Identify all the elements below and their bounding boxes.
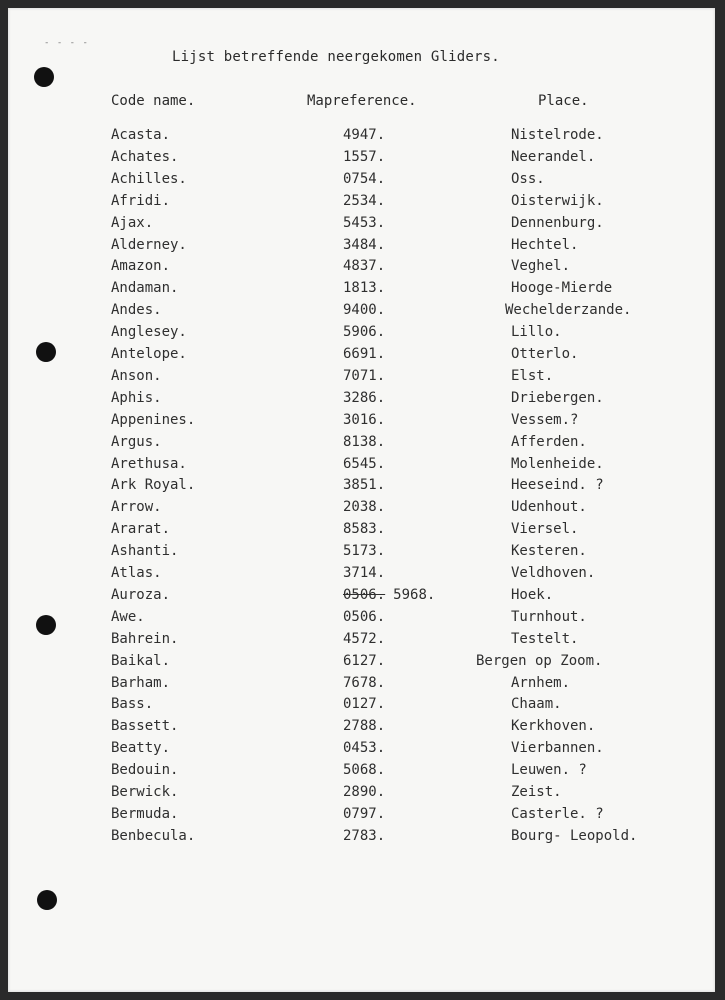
place-cell: Kesteren. bbox=[511, 543, 587, 560]
place-cell: Veldhoven. bbox=[511, 565, 596, 581]
place-cell: Dennenburg. bbox=[511, 214, 604, 231]
table-row bbox=[0, 149, 725, 171]
code-name-cell: Ararat. bbox=[111, 521, 171, 538]
code-name-cell: Anglesey. bbox=[111, 324, 187, 341]
mapreference-cell bbox=[343, 171, 385, 187]
code-name-cell: Acasta. bbox=[111, 127, 171, 143]
mapreference-value: 3016. bbox=[343, 411, 386, 428]
place-cell: Hooge-Mierde bbox=[511, 280, 613, 297]
table-row bbox=[0, 718, 725, 740]
code-name-cell: Arethusa. bbox=[111, 455, 187, 472]
table-row bbox=[0, 543, 725, 565]
place-cell: Hoek. bbox=[511, 586, 554, 603]
place-cell: Driebergen. bbox=[511, 389, 604, 406]
code-name-cell: Bassett. bbox=[111, 718, 179, 735]
table-row bbox=[0, 434, 725, 456]
code-name-cell: Alderney. bbox=[111, 236, 187, 253]
table-row bbox=[0, 412, 725, 434]
mapreference-value: 7678. bbox=[343, 674, 386, 691]
place-cell: Zeist. bbox=[511, 784, 562, 800]
place-cell: Bourg- Leopold. bbox=[511, 827, 638, 844]
code-name-cell: Bedouin. bbox=[111, 762, 179, 779]
code-name-cell: Awe. bbox=[111, 608, 145, 625]
mapreference-value: 6127. bbox=[343, 652, 386, 669]
mapreference-cell bbox=[343, 499, 385, 515]
mapreference-value: 5173. bbox=[343, 543, 386, 560]
mapreference-cell bbox=[343, 762, 385, 778]
mapreference-value: 1813. bbox=[343, 280, 386, 297]
place-cell: Leuwen. ? bbox=[511, 762, 587, 779]
mapreference-value: 3714. bbox=[343, 565, 386, 581]
code-name-cell: Aphis. bbox=[111, 389, 162, 406]
table-row bbox=[0, 193, 725, 215]
table-row bbox=[0, 127, 725, 149]
mapreference-cell bbox=[343, 521, 385, 537]
table-row bbox=[0, 828, 725, 850]
mapreference-value: 4837. bbox=[343, 258, 386, 275]
mapreference-cell bbox=[343, 696, 385, 712]
mapreference-cell bbox=[343, 631, 385, 647]
mapreference-cell bbox=[343, 237, 385, 253]
mapreference-value: 2788. bbox=[343, 718, 386, 735]
place-cell: Otterlo. bbox=[511, 346, 579, 362]
table-row bbox=[0, 302, 725, 324]
place-cell: Viersel. bbox=[511, 521, 579, 538]
mapreference-value: 9400. bbox=[343, 302, 386, 319]
place-cell: Wechelderzande. bbox=[505, 302, 632, 319]
mapreference-value: 3286. bbox=[343, 389, 386, 406]
mapreference-cell bbox=[343, 675, 385, 691]
place-cell: Udenhout. bbox=[511, 499, 587, 516]
code-name-cell: Ark Royal. bbox=[111, 477, 196, 494]
code-name-cell: Berwick. bbox=[111, 784, 179, 800]
table-row bbox=[0, 346, 725, 368]
code-name-cell: Anson. bbox=[111, 367, 162, 384]
mapreference-cell bbox=[343, 543, 385, 559]
mapreference-cell bbox=[343, 127, 385, 143]
mapreference-value: 0506. bbox=[343, 608, 386, 625]
mapreference-cell bbox=[343, 390, 385, 406]
code-name-cell: Auroza. bbox=[111, 586, 171, 603]
place-cell: Chaam. bbox=[511, 696, 562, 713]
table-row bbox=[0, 675, 725, 697]
place-cell: Heeseind. ? bbox=[511, 477, 604, 494]
place-cell: Vierbannen. bbox=[511, 740, 604, 757]
punch-hole-bottom bbox=[37, 890, 57, 910]
mapreference-value: 4947. bbox=[343, 127, 386, 143]
place-cell: Molenheide. bbox=[511, 455, 604, 472]
mapreference-value: 5453. bbox=[343, 214, 386, 231]
code-name-cell: Argus. bbox=[111, 433, 162, 450]
mapreference-cell bbox=[343, 565, 385, 581]
table-row bbox=[0, 740, 725, 762]
punch-hole-top bbox=[34, 67, 54, 87]
mapreference-value: 2038. bbox=[343, 499, 386, 516]
table-row bbox=[0, 784, 725, 806]
table-row bbox=[0, 806, 725, 828]
code-name-cell: Ajax. bbox=[111, 214, 154, 231]
mapreference-cell bbox=[343, 587, 435, 603]
mapreference-cell bbox=[343, 806, 385, 822]
mapreference-value: 5068. bbox=[343, 762, 386, 779]
mapreference-cell bbox=[343, 828, 385, 844]
code-name-cell: Antelope. bbox=[111, 346, 187, 362]
table-row bbox=[0, 631, 725, 653]
mapreference-cell bbox=[343, 740, 385, 756]
mapreference-value: 0754. bbox=[343, 170, 386, 187]
mapreference-cell bbox=[343, 346, 385, 362]
table-row bbox=[0, 565, 725, 587]
code-name-cell: Andaman. bbox=[111, 280, 179, 297]
place-cell: Veghel. bbox=[511, 258, 571, 275]
code-name-cell: Atlas. bbox=[111, 565, 162, 581]
table-row bbox=[0, 324, 725, 346]
mapreference-value: 1557. bbox=[343, 148, 386, 165]
mapreference-value: 6545. bbox=[343, 455, 386, 472]
mapreference-cell bbox=[343, 784, 385, 800]
table-row bbox=[0, 390, 725, 412]
table-row bbox=[0, 368, 725, 390]
table-row bbox=[0, 171, 725, 193]
place-cell: Neerandel. bbox=[511, 148, 596, 165]
place-cell: Hechtel. bbox=[511, 236, 579, 253]
mapreference-value: 2783. bbox=[343, 827, 386, 844]
place-cell: Testelt. bbox=[511, 630, 579, 647]
table-row bbox=[0, 237, 725, 259]
place-cell: Casterle. ? bbox=[511, 805, 604, 822]
mapreference-cell bbox=[343, 456, 385, 472]
place-cell: Lillo. bbox=[511, 324, 562, 341]
mapreference-value: 8138. bbox=[343, 433, 386, 450]
document-title: Lijst betreffende neergekomen Gliders. bbox=[172, 49, 500, 65]
mapreference-value: 5906. bbox=[343, 324, 386, 341]
mapreference-value: 2890. bbox=[343, 784, 386, 800]
table-row bbox=[0, 215, 725, 237]
table-row bbox=[0, 762, 725, 784]
code-name-cell: Ashanti. bbox=[111, 543, 179, 560]
mapreference-value: 0797. bbox=[343, 805, 386, 822]
mapreference-value: 3484. bbox=[343, 236, 386, 253]
place-cell: Bergen op Zoom. bbox=[476, 652, 603, 669]
table-row bbox=[0, 587, 725, 609]
mapreference-cell bbox=[343, 412, 385, 428]
mapreference-value: 0127. bbox=[343, 696, 386, 713]
mapreference-value: 4572. bbox=[343, 630, 386, 647]
code-name-cell: Achilles. bbox=[111, 170, 187, 187]
code-name-cell: Amazon. bbox=[111, 258, 171, 275]
mapreference-value: 6691. bbox=[343, 346, 386, 362]
place-cell: Turnhout. bbox=[511, 608, 587, 625]
mapreference-cell bbox=[343, 193, 385, 209]
place-cell: Arnhem. bbox=[511, 674, 571, 691]
mapreference-correction: 5968. bbox=[393, 586, 436, 603]
table-row bbox=[0, 521, 725, 543]
mapreference-value: 3851. bbox=[343, 477, 386, 494]
place-cell: Kerkhoven. bbox=[511, 718, 596, 735]
code-name-cell: Arrow. bbox=[111, 499, 162, 516]
mapreference-cell bbox=[343, 215, 385, 231]
place-cell: Vessem.? bbox=[511, 411, 579, 428]
corner-mark: - - - - bbox=[44, 38, 89, 48]
mapreference-cell bbox=[343, 477, 385, 493]
table-row bbox=[0, 477, 725, 499]
header-place: Place. bbox=[538, 93, 589, 109]
mapreference-cell bbox=[343, 280, 385, 296]
code-name-cell: Afridi. bbox=[111, 192, 171, 209]
header-code-name: Code name. bbox=[111, 93, 196, 109]
table-row bbox=[0, 499, 725, 521]
mapreference-cell bbox=[343, 302, 385, 318]
place-cell: Oisterwijk. bbox=[511, 192, 604, 209]
mapreference-value: 2534. bbox=[343, 192, 386, 209]
code-name-cell: Barham. bbox=[111, 674, 171, 691]
place-cell: Oss. bbox=[511, 170, 545, 187]
mapreference-value: 7071. bbox=[343, 367, 386, 384]
mapreference-cell bbox=[343, 609, 385, 625]
code-name-cell: Achates. bbox=[111, 148, 179, 165]
table-row bbox=[0, 280, 725, 302]
place-cell: Afferden. bbox=[511, 433, 587, 450]
mapreference-value: 0453. bbox=[343, 740, 386, 757]
mapreference-cell bbox=[343, 434, 385, 450]
code-name-cell: Andes. bbox=[111, 302, 162, 319]
place-cell: Nistelrode. bbox=[511, 127, 604, 143]
mapreference-cell bbox=[343, 718, 385, 734]
mapreference-cell bbox=[343, 258, 385, 274]
mapreference-value: 0506. bbox=[343, 586, 386, 603]
table-row bbox=[0, 653, 725, 675]
table-row bbox=[0, 456, 725, 478]
code-name-cell: Bass. bbox=[111, 696, 154, 713]
table-row bbox=[0, 258, 725, 280]
place-cell: Elst. bbox=[511, 367, 554, 384]
mapreference-cell bbox=[343, 653, 385, 669]
header-mapreference: Mapreference. bbox=[307, 93, 417, 109]
table-row bbox=[0, 609, 725, 631]
mapreference-cell bbox=[343, 149, 385, 165]
code-name-cell: Benbecula. bbox=[111, 827, 196, 844]
code-name-cell: Bahrein. bbox=[111, 630, 179, 647]
mapreference-cell bbox=[343, 324, 385, 340]
code-name-cell: Baikal. bbox=[111, 652, 171, 669]
table-row bbox=[0, 696, 725, 718]
code-name-cell: Beatty. bbox=[111, 740, 171, 757]
mapreference-cell bbox=[343, 368, 385, 384]
code-name-cell: Bermuda. bbox=[111, 805, 179, 822]
code-name-cell: Appenines. bbox=[111, 411, 196, 428]
mapreference-value: 8583. bbox=[343, 521, 386, 538]
